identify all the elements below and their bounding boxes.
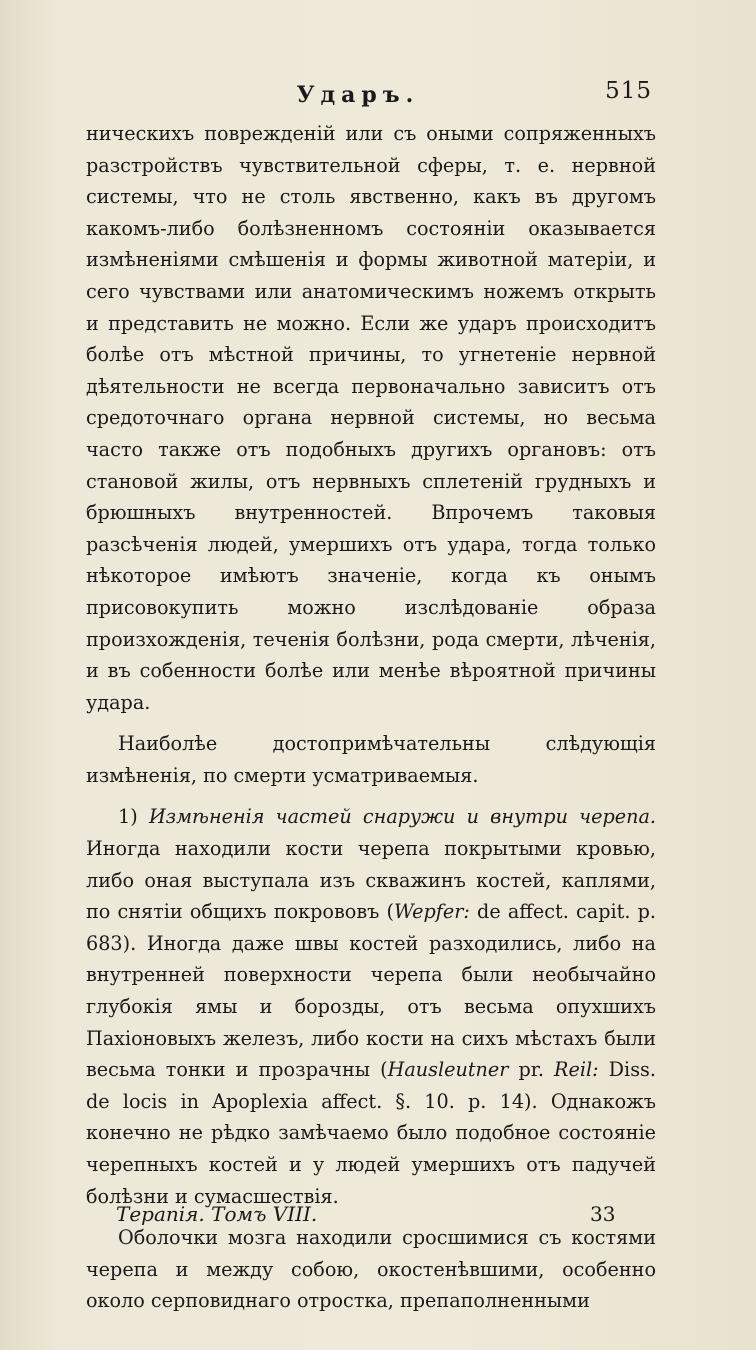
sheet-number: 33 [590, 1202, 616, 1226]
section-1-text-c: ). Однакожъ конечно не рѣдко замѣчаемо было подобное состояніе черепныхъ костей и у людей умершихъ отъ падучей болѣзни и сумасшествія. [86, 1089, 656, 1208]
section-1-heading: Измѣненія частей снаружи и внутри черепа. [148, 805, 656, 829]
section-1-paragraph [86, 801, 656, 1212]
running-title: Ударъ. [296, 82, 420, 108]
reference-wepfer-detail: de affect. capit. p. 683 [86, 900, 656, 955]
page-body [86, 118, 656, 1317]
reference-author-reil: Reil: [554, 1058, 599, 1082]
reference-reil-detail: Diss. de locis in Apoplexia affect. §. 10. p. 14 [86, 1058, 656, 1113]
page-footer [116, 1202, 656, 1236]
section-1-number: 1) [118, 805, 138, 829]
reference-author-hausleutner: Hausleutner [387, 1058, 509, 1082]
reference-pr: pr. [508, 1058, 555, 1082]
section-1-text-a: Иногда находили кости черепа покрытыми кровью, либо оная выступала изъ скважинъ костей, каплями, по снятіи общихъ покрововъ ( [86, 837, 656, 924]
paragraph-meninges: Оболочки мозга находили сросшимися съ костями черепа и между собою, окостенѣвшими, особенно около серповиднаго отростка, препаполненными [86, 1226, 656, 1313]
signature-mark: Терапія. Томъ VIII. [116, 1202, 318, 1226]
paragraph-continuation: ническихъ поврежденій или съ оными сопряженныхъ разстройствъ чувствительной сферы, т. е. нервной системы, что не столь явственно, какъ въ другомъ какомъ-либо болѣзненномъ состояніи оказывается измѣненіями смѣшенія и формы животной матеріи, и сего чувствами или анатомическимъ ножемъ открыть и представить не можно. Если же ударъ происходитъ болѣе отъ мѣстной причины, то угнетеніе нервной дѣятельности не всегда первоначально зависитъ отъ средоточнаго органа нервной системы, но весьма часто также отъ подобныхъ другихъ органовъ: отъ становой жилы, отъ нервныхъ сплетеній грудныхъ и брюшныхъ внутренностей. Впрочемъ таковыя разсѣченія людей, умершихъ отъ удара, тогда только нѣкоторое имѣютъ значеніе, когда къ онымъ присовокупить можно изслѣдованіе образа произхожденія, теченія болѣзни, рода смерти, лѣченія, и въ собенности болѣе или менѣе вѣроятной причины удара. [86, 122, 656, 714]
page-number: 515 [605, 78, 652, 104]
paragraph-intro: Наиболѣе достопримѣчательны слѣдующія измѣненія, по смерти усматриваемыя. [86, 732, 656, 787]
reference-author-wepfer: Wepfer: [393, 900, 470, 924]
section-1-text-b: ). Иногда даже швы костей разходились, либо на внутренней поверхности черепа были необычайно глубокія ямы и борозды, отъ весьма опухшихъ Пахіоновыхъ железъ, либо кости на сихъ мѣстахъ были весьма тонки и прозрачны ( [86, 931, 656, 1082]
page-header [0, 78, 756, 114]
